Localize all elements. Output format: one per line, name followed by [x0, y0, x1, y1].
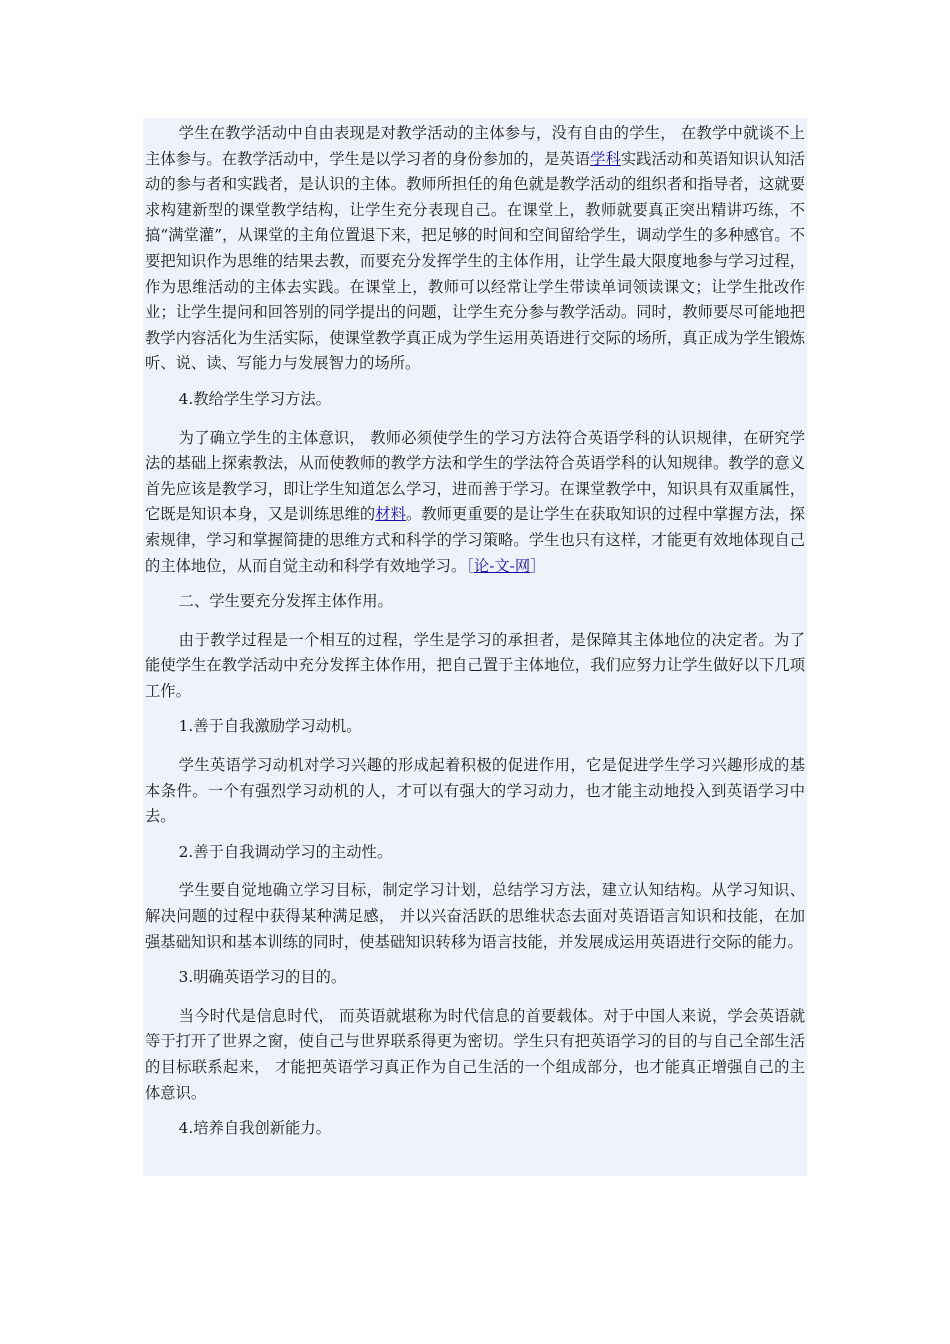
- text-segment: 二、学生要充分发挥主体作用。: [178, 592, 393, 611]
- section-heading: [145, 714, 805, 740]
- text-segment: 由于教学过程是一个相互的过程，学生是学习的承担者，是保障其主体地位的决定者。为了能使学生在教学活动中充分发挥主体作用，把自己置于主体地位，我们应努力让学生做好以下几项工作。: [145, 630, 805, 700]
- body-paragraph: [145, 750, 805, 830]
- text-segment: 学生要自觉地确立学习目标，制定学习计划，总结学习方法，建立认知结构。从学习知识、解决问题的过程中获得某种满足感， 并以兴奋活跃的思维状态去面对英语语言知识和技能，在加强基础知识和基本训练的同时，使基础知识转移为语言技能，并发展成运用英语进行交际的能力。: [145, 881, 805, 951]
- document-body: [143, 118, 807, 1176]
- section-heading: [145, 965, 805, 991]
- section-heading: [145, 589, 805, 615]
- section-heading: [145, 387, 805, 413]
- text-segment: 实践活动和英语知识认知活动的参与者和实践者，是认识的主体。教师所担任的角色就是教学活动的组织者和指导者，这就要求构建新型的课堂教学结构，让学生充分表现自己。在课堂上，教师就要真正突出精讲巧练，不搞“满堂灌”，从课堂的主角位置退下来，把足够的时间和空间留给学生，调动学生的多种感官。不要把知识作为思维的结果去教，而要充分发挥学生的主体作用，让学生最大限度地参与学习过程，作为思维活动的主体去实践。在课堂上，教师可以经常让学生带读单词领读课文；让学生批改作业；让学生提问和回答别的同学提出的问题，让学生充分参与教学活动。同时，教师要尽可能地把教学内容活化为生活实际，使课堂教学真正成为学生运用英语进行交际的场所，真正成为学生锻炼听、说、读、写能力与发展智力的场所。: [145, 149, 805, 373]
- text-segment: 为了确立学生的主体意识， 教师必须使学生的学习方法符合英语学科的认识规律，在研究学法的基础上探索教法，从而使教师的教学方法和学生的学法符合英语学科的认知规律。教学的意义首先应该是教学习，即让学生知道怎么学习，进而善于学习。在课堂教学中，知识具有双重属性，它既是知识本身，又是训练思维的: [145, 428, 805, 524]
- text-segment: 4.培养自我创新能力。: [178, 1119, 331, 1138]
- text-segment: 2.善于自我调动学习的主动性。: [178, 842, 393, 861]
- body-paragraph: [145, 625, 805, 705]
- body-paragraph: [145, 118, 805, 377]
- link-bracket: ［: [466, 556, 474, 575]
- body-paragraph: [145, 1001, 805, 1106]
- inline-link[interactable]: 论-文-网: [473, 556, 531, 575]
- text-segment: 3.明确英语学习的目的。: [178, 968, 347, 987]
- text-segment: 。教师更重要的是让学生在获取知识的过程中掌握方法，探索规律，学习和掌握简捷的思维方式和科学的学习策略。学生也只有这样，才能更有效地体现自己的主体地位，从而自觉主动和科学有效地学习。: [145, 505, 805, 575]
- inline-link[interactable]: 材料: [375, 505, 406, 524]
- text-segment: 当今时代是信息时代， 而英语就堪称为时代信息的首要载体。对于中国人来说，学会英语就等于打开了世界之窗，使自己与世界联系得更为密切。学生只有把英语学习的目的与自己全部生活的目标联系起来， 才能把英语学习真正作为自己生活的一个组成部分，也才能真正增强自己的主体意识。: [145, 1006, 805, 1102]
- body-paragraph: [145, 423, 805, 580]
- text-segment: 学生在教学活动中自由表现是对教学活动的主体参与，没有自由的学生， 在教学中就谈不上主体参与。在教学活动中，学生是以学习者的身份参加的，是英语: [145, 124, 805, 168]
- body-paragraph: [145, 875, 805, 955]
- link-bracket: ］: [530, 556, 546, 575]
- text-segment: 学生英语学习动机对学习兴趣的形成起着积极的促进作用，它是促进学生学习兴趣形成的基本条件。一个有强烈学习动机的人，才可以有强大的学习动力，也才能主动地投入到英语学习中去。: [145, 756, 805, 826]
- section-heading: [145, 840, 805, 866]
- inline-link[interactable]: 学科: [590, 149, 621, 168]
- section-heading: [145, 1116, 805, 1142]
- text-segment: 1.善于自我激励学习动机。: [178, 717, 362, 736]
- text-segment: 4.教给学生学习方法。: [178, 389, 331, 408]
